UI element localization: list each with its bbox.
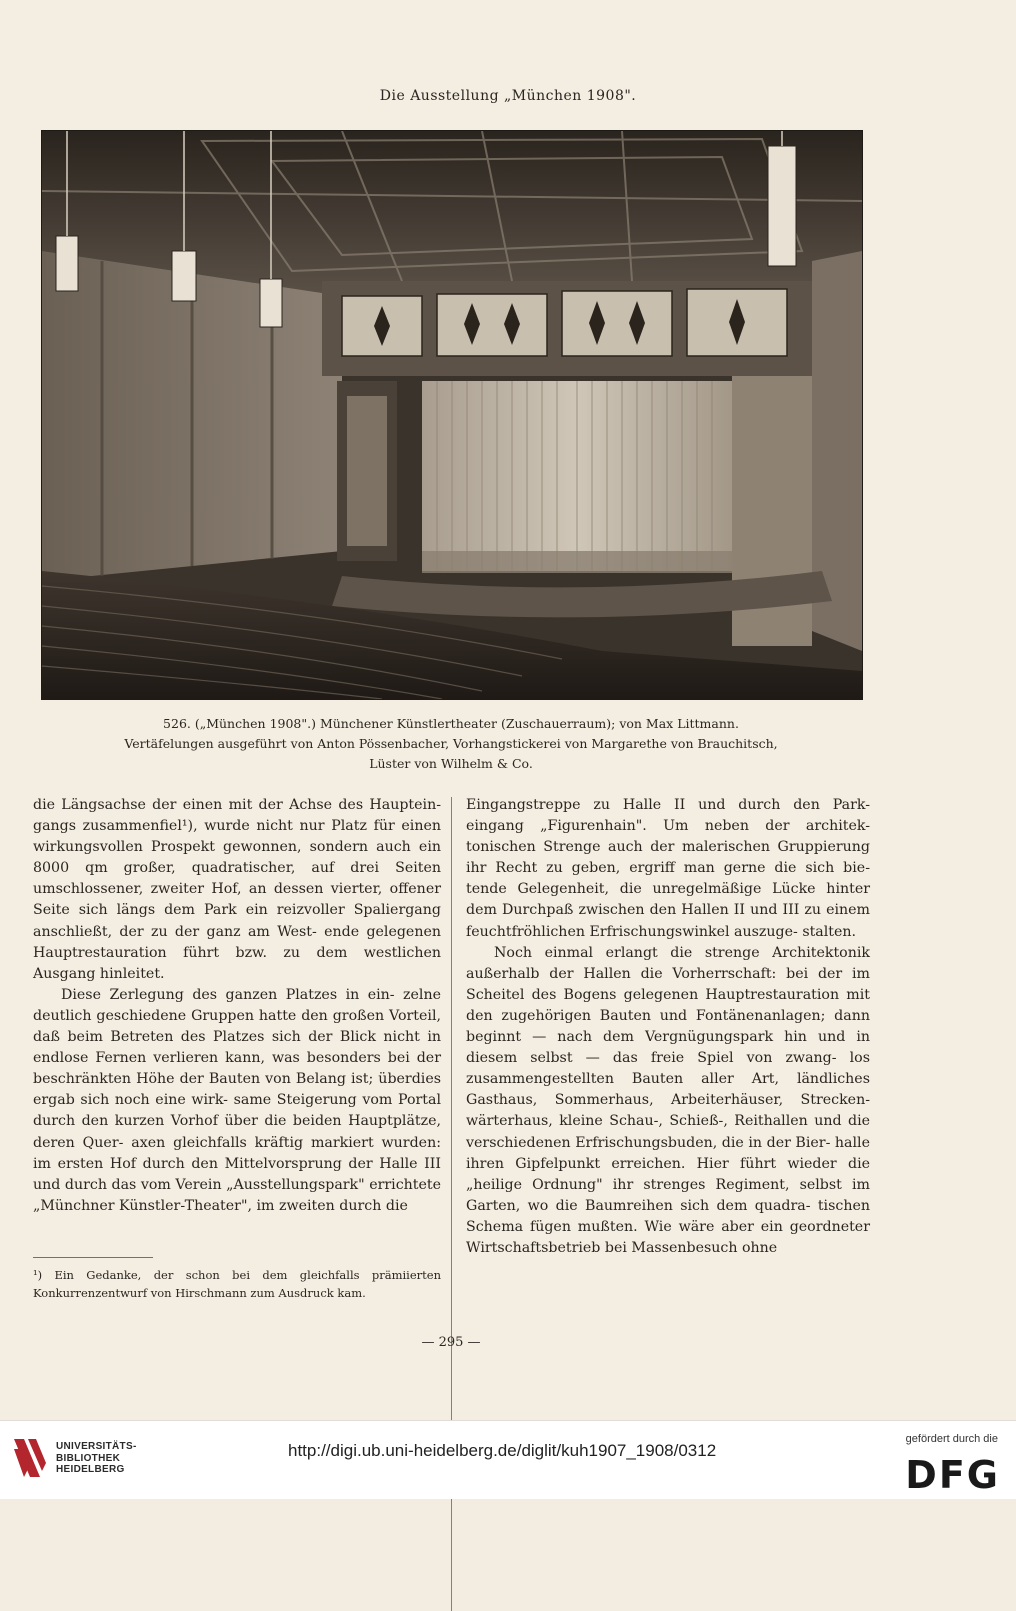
- library-name-line: BIBLIOTHEK: [56, 1452, 121, 1464]
- caption-line: Lüster von Wilhelm & Co.: [369, 756, 533, 771]
- footnote: ¹) Ein Gedanke, der schon bei dem gleichfalls prämiierten Konkurrenzentwurf von Hirschmann zum Ausdruck kam.: [33, 1268, 441, 1300]
- paragraph: die Längsachse der einen mit der Achse des Hauptein- gangs zusammenfiel¹), wurde nicht nur Platz für einen wirkungsvollen Prospekt gewonnen, sondern auch ein 8000 qm großer, quadratischer, auf drei Seiten umschlossener, zweiter Hof, an dessen vierter, offener Seite sich längs dem Park ein reizvoller Spaliergang anschließt, der zu der ganz am West- ende gelegenen Hauptrestauration führt bzw. zu dem westlichen Ausgang hinleitet.: [33, 797, 441, 982]
- left-column: [33, 795, 441, 1217]
- theater-auditorium-illustration: [42, 131, 862, 699]
- library-logo-icon[interactable]: [10, 1435, 50, 1481]
- caption-line: Vertäfelungen ausgeführt von Anton Pössenbacher, Vorhangstickerei von Margarethe von Brauchitsch,: [124, 736, 778, 751]
- page-number: — 295 —: [421, 1335, 481, 1350]
- paragraph: Diese Zerlegung des ganzen Platzes in ein- zelne deutlich geschiedene Gruppen hatte den großen Vorteil, daß beim Betreten des Platzes sich der Blick nicht in endlose Fernen verlieren kann, was besonders bei der beschränkten Höhe der Bauten von Belang ist; überdies ergab sich noch eine wirk- same Steigerung vom Portal durch den kurzen Vorhof über die beiden Hauptplätze, deren Quer- axen gleichfalls kräftig markiert wurden: im ersten Hof durch den Mittelvorsprung der Halle III und durch das vom Verein „Ausstellungspark" errichtete „Münchner Künstler-Theater", im zweiten durch die: [33, 986, 441, 1214]
- library-name-line: UNIVERSITÄTS-: [56, 1441, 137, 1452]
- permalink-url[interactable]: http://digi.ub.uni-heidelberg.de/diglit/kuh1907_1908/0312: [288, 1441, 717, 1460]
- funded-by-label: gefördert durch die: [905, 1433, 998, 1445]
- theater-photograph: [41, 130, 863, 700]
- running-head: Die Ausstellung „München 1908".: [379, 88, 637, 104]
- library-name-line: HEIDELBERG: [56, 1464, 125, 1475]
- caption-line: 526. („München 1908".) Münchener Künstlertheater (Zuschauerraum); von Max Littmann.: [163, 716, 739, 731]
- figure-caption: [41, 714, 861, 774]
- paragraph: Eingangstreppe zu Halle II und durch den Park- eingang „Figurenhain". Um neben der architek- tonischen Strenge auch der malerischen Gruppierung ihr Recht zu geben, ergriff man gerne die sich bie- tende Gelegenheit, die unregelmäßige Lücke hinter dem Durchpaß zwischen den Hallen II und III zu einem feuchtfröhlichen Erfrischungswinkel auszuge- stalten.: [466, 797, 870, 940]
- library-name[interactable]: [56, 1441, 137, 1476]
- footnote-rule: [33, 1257, 153, 1258]
- paragraph: Noch einmal erlangt die strenge Architektonik außerhalb der Hallen die Vorherrschaft: bei der im Scheitel des Bogens gelegenen Hauptrestauration mit den zugehörigen Bauten und Fontänenanlagen; dann beginnt — nach dem Vergnügungspark hin und in diesem selbst — das freie Spiel von zwang- los zusammengestellten Bauten aller Art, ländliches Gasthaus, Sommerhaus, Arbeiterhäuser, Strecken- wärterhaus, kleine Schau-, Schieß-, Reithallen und die verschiedenen Erfrischungsbuden, die in der Bier- halle ihren Gipfelpunkt erreichen. Hier führt wieder die „heilige Ordnung" ihr strenges Regiment, selbst im Garten, wo die Baumreihen sich dem quadra- tischen Schema fügen mußten. Wie wäre aber ein geordneter Wirtschaftsbetrieb bei Massenbesuch ohne: [466, 944, 870, 1256]
- dfg-logo[interactable]: DFG: [905, 1453, 1000, 1497]
- viewer-footer: [0, 1420, 1016, 1499]
- right-column: [466, 795, 870, 1259]
